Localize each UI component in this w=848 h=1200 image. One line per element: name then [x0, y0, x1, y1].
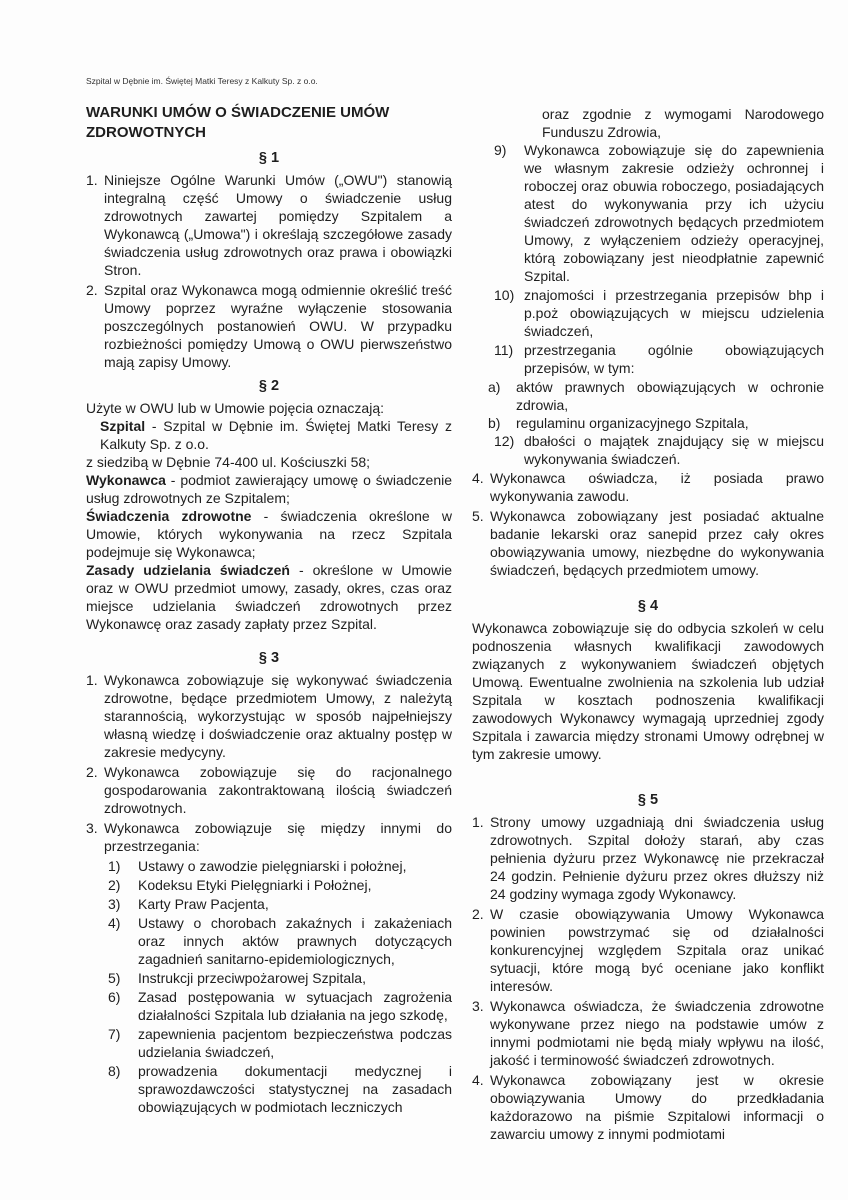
subitem-text: znajomości i przestrzegania przepisów bhp i p.poż obowiązujących w miejscu udzielenia świadczeń,: [524, 287, 824, 339]
subitem-number: 6): [108, 989, 121, 1005]
letter-number: b): [488, 415, 501, 431]
item-number: 1.: [472, 814, 484, 830]
subitem-text: dbałości o majątek znajdujący się w miejscu wykonywania świadczeń.: [524, 433, 824, 467]
definition-szpital: [100, 417, 452, 453]
item-text: Wykonawca zobowiązuje się do racjonalnego gospodarowania zakontraktowaną ilością świadczeń zdrowotnych.: [104, 764, 452, 816]
term: Świadczenia zdrowotne: [86, 508, 252, 524]
item-number: 4.: [472, 470, 484, 486]
subitem-text: Ustawy o zawodzie pielęgniarski i położnej,: [138, 858, 407, 874]
subitem-text: Instrukcji przeciwpożarowej Szpitala,: [138, 970, 366, 986]
definition: - Szpital w Dębnie im. Świętej Matki Teresy z Kalkuty Sp. z o.o.: [100, 418, 452, 452]
letter-number: a): [488, 379, 501, 395]
item-text: Niniejsze Ogólne Warunki Umów („OWU") stanowią integralną część Umowy o świadczenie usług zdrowotnych zawartej pomiędzy Szpitalem a Wykonawcą („Umowa") i określają szczegółowe zasady świadczenia usług zdrowotnych oraz prawa i obowiązki Stron.: [104, 172, 452, 278]
s3-subitem: [494, 286, 824, 340]
item-text: Wykonawca oświadcza, że świadczenia zdrowotne wykonywane przez niego na podstawie umów z innymi podmiotami nie będą miały wpływu na ilość, jakość i terminowość świadczeń zdrowotnych.: [490, 998, 824, 1068]
letter-text: regulaminu organizacyjnego Szpitala,: [516, 415, 749, 431]
page-header: Szpital w Dębnie im. Świętej Matki Teresy z Kalkuty Sp. z o.o.: [86, 76, 318, 86]
address: z siedzibą w Dębnie 74-400 ul. Kościuszki 58;: [86, 454, 371, 470]
subitem-text: zapewnienia pacjentom bezpieczeństwa podczas udzielania świadczeń,: [138, 1026, 452, 1060]
subitem-text: Ustawy o chorobach zakaźnych i zakażeniach oraz innych aktów prawnych dotyczących zagadnień sanitarno-epidemiologicznych,: [138, 915, 452, 967]
subitem-number: 2): [108, 877, 121, 893]
s3-subitem: [108, 876, 452, 894]
s5-item: [472, 1071, 824, 1143]
subitem-text: Karty Praw Pacjenta,: [138, 896, 269, 912]
section-5-heading: § 5: [637, 792, 659, 808]
item-number: 2.: [472, 906, 484, 922]
subitem-text: Wykonawca zobowiązuje się do zapewnienia we własnym zakresie odzieży ochronnej i roboczej oraz obuwia roboczego, posiadających atest do wykonywania przy ich użyciu świadczeń zdrowotnych będących przedmiotem Umowy, z wyłączeniem odzieży operacyjnej, którą zobowiązany jest nieodpłatnie zapewnić Szpital.: [524, 142, 824, 284]
section-3-heading: § 3: [258, 650, 280, 666]
item-text: Wykonawca zobowiązuje się między innymi do przestrzegania:: [104, 820, 452, 854]
s3-subitem: [494, 141, 824, 285]
s1-item: [86, 171, 452, 279]
s3-subitem: [108, 895, 452, 913]
s3-subitem: [108, 1025, 452, 1061]
subitem-number: 1): [108, 858, 121, 874]
definition-wykonawca: [86, 471, 452, 507]
item-text: W czasie obowiązywania Umowy Wykonawca powinien powstrzymać się od działalności konkurencyjnej względem Szpitala oraz unikać sytuacji, które mogą być oceniane jako konflikt interesów.: [490, 906, 824, 994]
s3-subitem: [108, 857, 452, 875]
subitem-number: 11): [494, 342, 514, 358]
s3-subitem: [108, 914, 452, 968]
subitem-text: Zasad postępowania w sytuacjach zagrożenia działalności Szpitala lub działania na jego szkodę,: [138, 989, 452, 1023]
section-4-heading: § 4: [637, 598, 659, 614]
term: Szpital: [100, 418, 146, 434]
s3-item: [86, 819, 452, 855]
subitem-number: 10): [494, 287, 515, 303]
s1-item: [86, 281, 452, 371]
term: Wykonawca: [86, 472, 166, 488]
s3-letter-item: [488, 378, 824, 414]
s3-subitem: [494, 432, 824, 468]
subitem-number: 4): [108, 915, 121, 931]
s3-item: [472, 507, 824, 579]
left-column: [86, 103, 452, 1117]
item-number: 1.: [86, 172, 98, 188]
definitions-intro: Użyte w OWU lub w Umowie pojęcia oznaczają:: [86, 400, 384, 416]
s3-item: [472, 469, 824, 505]
item-number: 4.: [472, 1072, 484, 1088]
s3-item: [86, 763, 452, 817]
s3-item: [86, 671, 452, 761]
subitem-number: 5): [108, 970, 121, 986]
item-text: Wykonawca zobowiązany jest posiadać aktualne badanie lekarski oraz sanepid przez cały okres obowiązywania umowy, niezbędne do wykonywania świadczeń, będących przedmiotem umowy.: [490, 508, 824, 578]
item-number: 3.: [472, 998, 484, 1014]
item-number: 1.: [86, 672, 98, 688]
document-title: WARUNKI UMÓW O ŚWIADCZENIE UMÓW ZDROWOTNYCH: [86, 104, 390, 141]
section-4-text: Wykonawca zobowiązuje się do odbycia szkoleń w celu podnoszenia własnych kwalifikacji zawodowych związanych z wykonywaniem świadczeń objętych Umową. Ewentualne zwolnienia na szkolenia lub udział Szpitala w kosztach podnoszenia kwalifikacji zawodowych Wykonawcy wymagają uprzedniej zgody Szpitala i zawarcia między stronami Umowy odrębnej w tym zakresie umowy.: [472, 620, 824, 762]
subitem-number: 7): [108, 1026, 121, 1042]
item-text: Wykonawca zobowiązany jest w okresie obowiązywania Umowy do przedkładania każdorazowo na piśmie Szpitalowi informacji o zawarciu umowy z innymi podmiotami: [490, 1072, 824, 1142]
definition-zasady: [86, 561, 452, 633]
term: Zasady udzielania świadczeń: [86, 562, 290, 578]
s3-subitem: [494, 341, 824, 377]
item-text: Szpital oraz Wykonawca mogą odmiennie określić treść Umowy poprzez wyraźne wyłączenie stosowania poszczególnych postanowień OWU. W przypadku rozbieżności pomiędzy Umową o OWU pierwszeństwo mają zapisy Umowy.: [104, 282, 452, 370]
s3-subitem: [108, 969, 452, 987]
s5-item: [472, 997, 824, 1069]
item-text: Wykonawca zobowiązuje się wykonywać świadczenia zdrowotne, będące przedmiotem Umowy, z należytą starannością, wykorzystując w sposób najpełniejszy własną wiedzę i doświadczenie oraz aktualny postęp w zakresie medycyny.: [104, 672, 452, 760]
section-2-heading: § 2: [258, 378, 280, 394]
subitem-number: 9): [494, 142, 507, 158]
s3-subitem: [108, 988, 452, 1024]
definition: - świadczenia określone w Umowie, których wykonywania na rzecz Szpitala podejmuje się Wykonawca;: [86, 508, 452, 560]
s5-item: [472, 813, 824, 903]
right-column: [472, 105, 824, 1145]
definition-swiadczenia: [86, 507, 452, 561]
subitem-text: przestrzegania ogólnie obowiązujących przepisów, w tym:: [524, 342, 824, 376]
item-text: Wykonawca oświadcza, iż posiada prawo wykonywania zawodu.: [490, 470, 824, 504]
subitem-text: prowadzenia dokumentacji medycznej i sprawozdawczości statystycznej na zasadach obowiązujących w podmiotach leczniczych: [138, 1063, 452, 1115]
letter-text: aktów prawnych obowiązujących w ochronie zdrowia,: [516, 379, 824, 413]
item-number: 5.: [472, 508, 484, 524]
subitem-number: 12): [494, 433, 515, 449]
subitem-number: 8): [108, 1063, 121, 1079]
item-number: 2.: [86, 764, 98, 780]
definition: - określone w Umowie oraz w OWU przedmiot umowy, zasady, okres, czas oraz miejsce udzielania świadczeń zdrowotnych przez Wykonawcę oraz zasady zapłaty przez Szpital.: [86, 562, 452, 632]
subitem-number: 3): [108, 896, 121, 912]
subitem-text: Kodeksu Etyki Pielęgniarki i Położnej,: [138, 877, 372, 893]
s5-item: [472, 905, 824, 995]
definition: - podmiot zawierający umowę o świadczenie usług zdrowotnych ze Szpitalem;: [86, 472, 452, 506]
s3-subitem: [108, 1062, 452, 1116]
subitem-8-continuation: oraz zgodnie z wymogami Narodowego Funduszu Zdrowia,: [542, 106, 824, 140]
section-1-heading: § 1: [258, 150, 280, 166]
item-text: Strony umowy uzgadniają dni świadczenia usług zdrowotnych. Szpital dołoży starań, aby czas pełnienia dyżuru przez Wykonawcę nie przekraczał 24 godzin. Pełnienie dyżuru przez okres dłuższy niż 24 godziny wymaga zgody Wykonawcy.: [490, 814, 824, 902]
item-number: 2.: [86, 282, 98, 298]
s3-letter-item: [488, 414, 824, 432]
item-number: 3.: [86, 820, 98, 836]
